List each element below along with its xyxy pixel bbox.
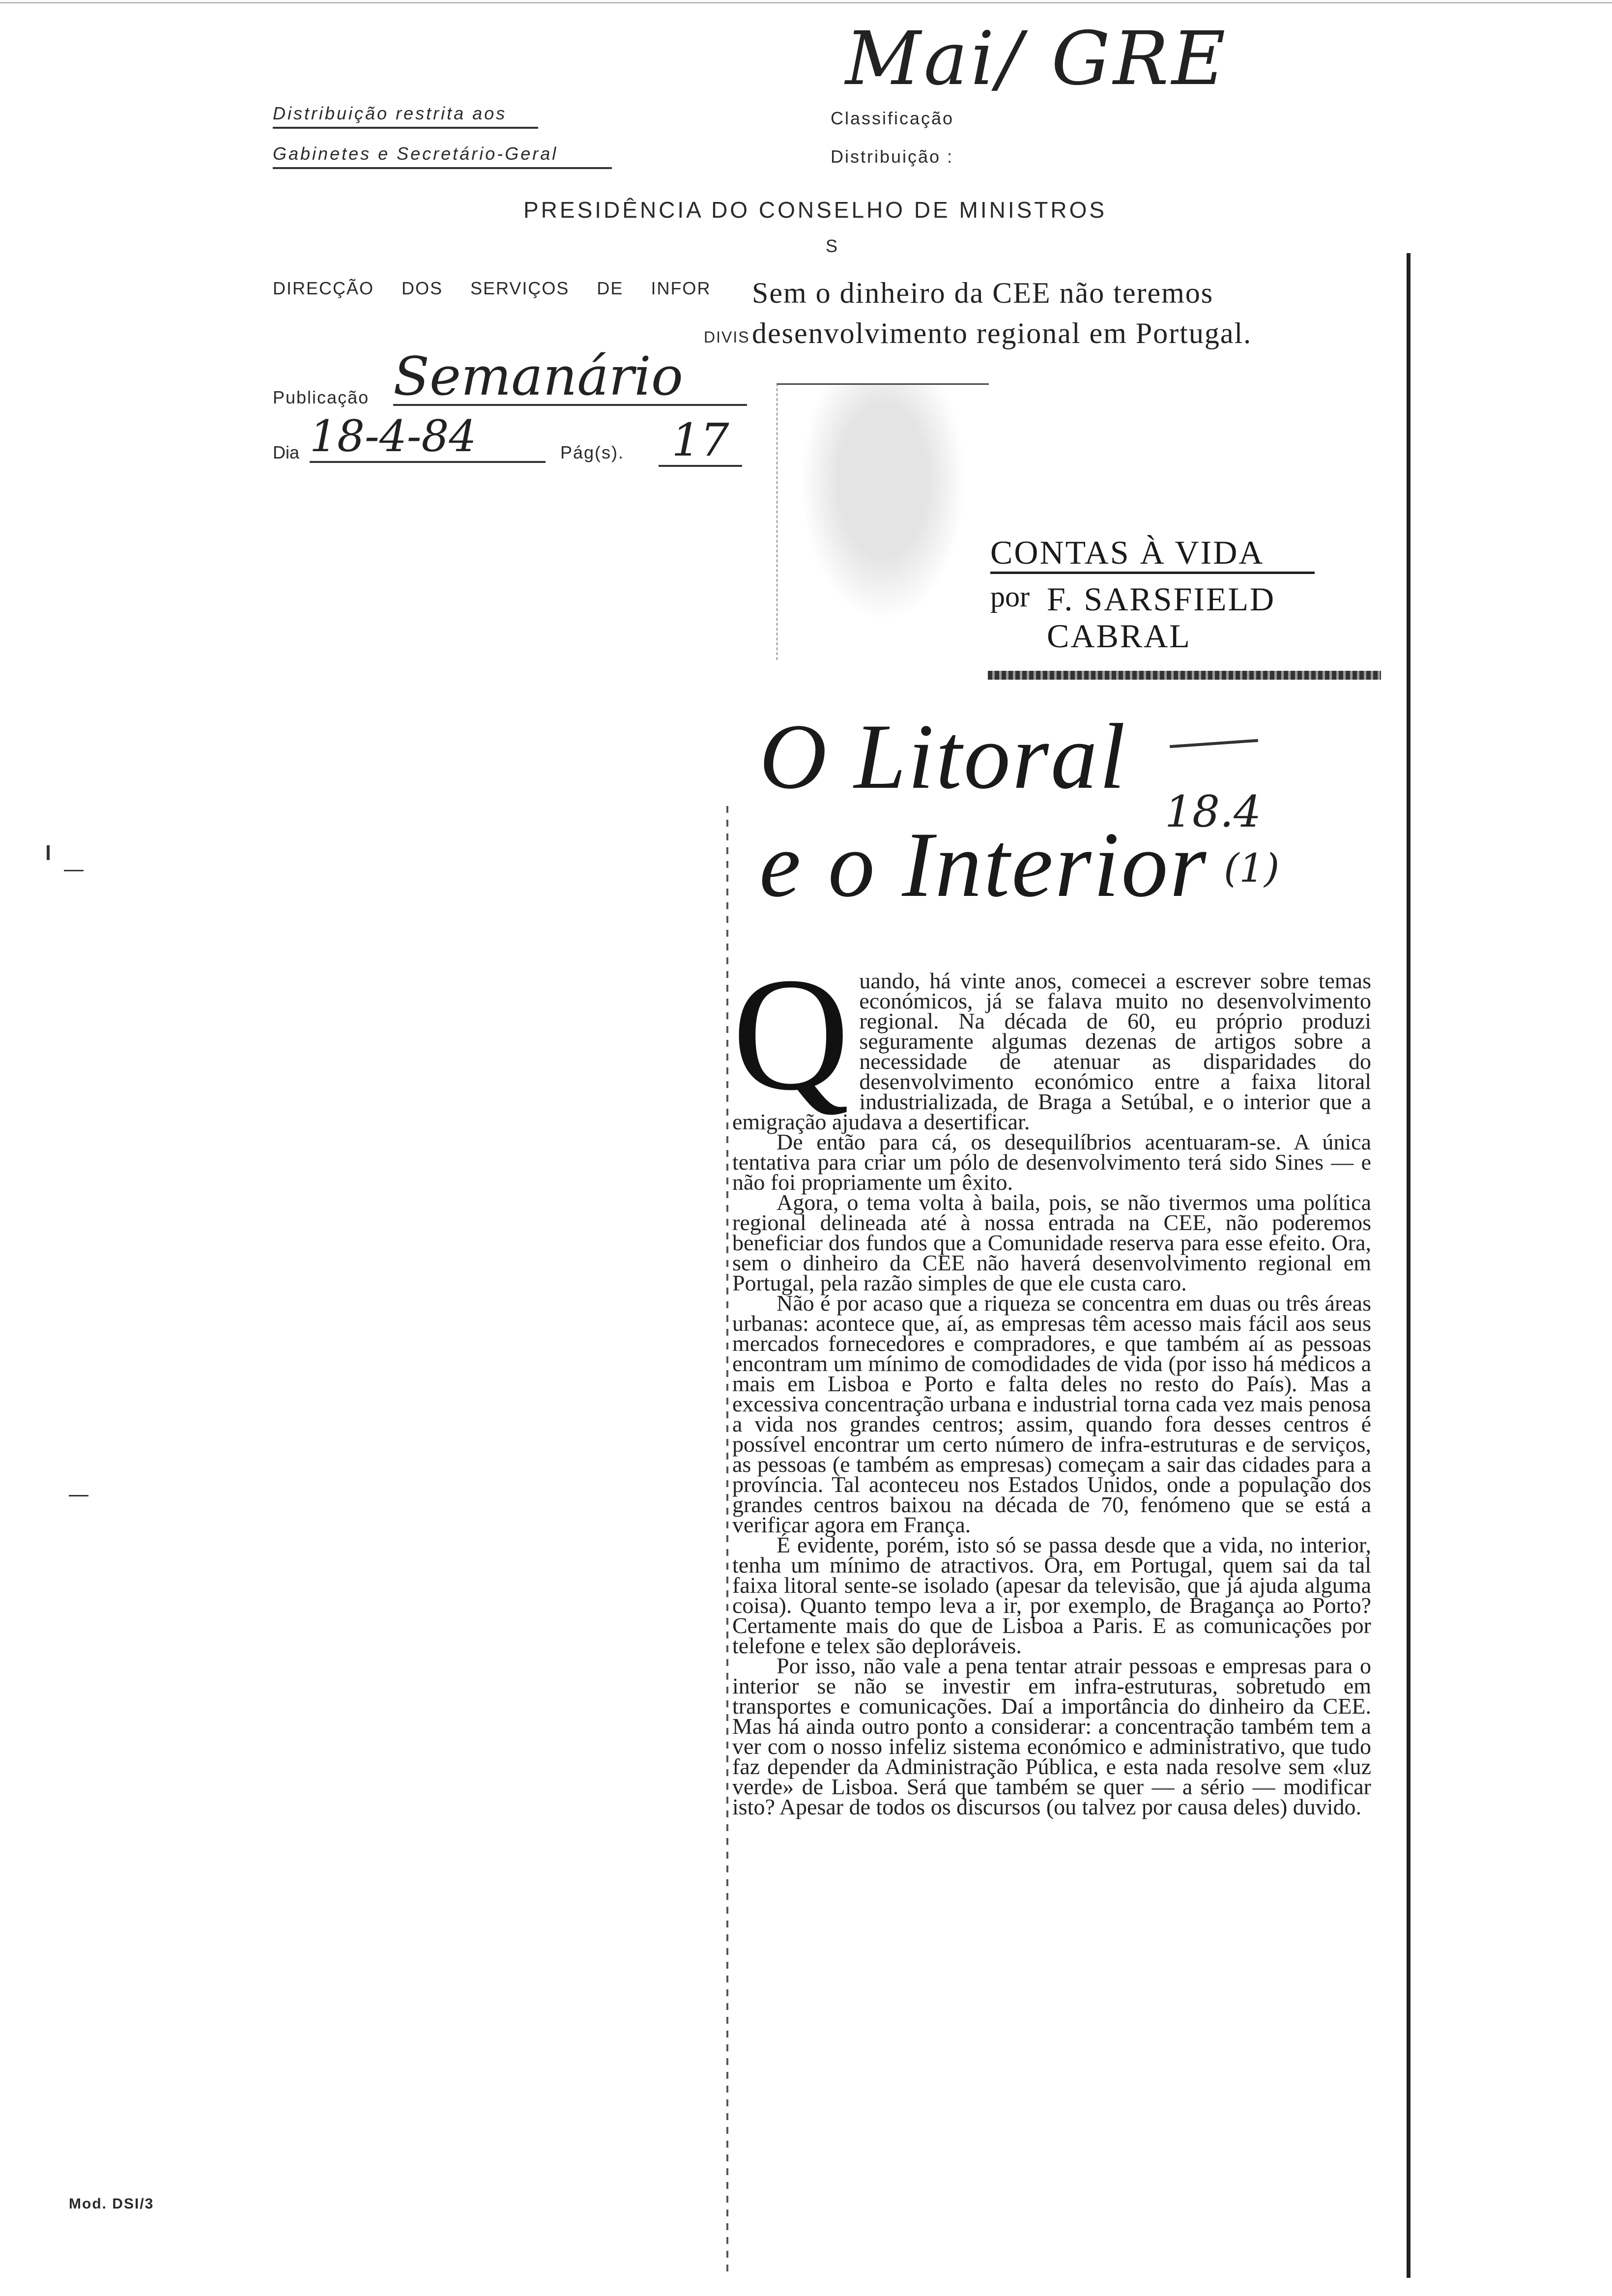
author-name-line2: CABRAL [1047,617,1191,655]
restricted-line-2: Gabinetes e Secretário-Geral [273,144,612,169]
day-label: Dia [273,442,300,462]
publication-label: Publicação [273,387,370,407]
pages-label: Pág(s). [560,442,625,462]
article-paragraph: É evidente, porém, isto só se passa desde que a vida, no interior, tenha um mínimo de atractivos. Ora, em Portugal, quem sai da tal faixa litoral sente-se isolado (apesar da televisão, que já ajuda alguma coisa). Quanto tempo leva a ir, por exemplo, de Bragança ao Porto? Certamente mais do que de Lisboa a Paris. E as comunicações por telefone e telex são deploráveis. [732,1532,1371,1658]
drop-cap: Q [732,945,850,1124]
pages-value: 17 [659,416,742,467]
article-paragraph: Não é por acaso que a riqueza se concentra em duas ou três áreas urbanas: acontece que, aí, as empresas têm acesso mais fácil aos seus mercados fornecedores e compradores, e que também aí as pessoas encontram um mínimo de comodidades de vida (por isso há médicos a mais em Lisboa e Porto e falta deles no resto do País). Mas a excessiva concentração urbana e industrial torna cada vez mais penosa a vida nos grandes centros; assim, quando fora desses centros é possível encontrar um certo número de infra-estruturas e de serviços, as pessoas (e também as empresas) começam a sair das cidades para a província. Tal aconteceu nos Estados Unidos, onde a população dos grandes centros baixou na década de 70, fenómeno que se está a verificar agora em França. [732,1291,1371,1537]
byline-prefix: por [990,580,1030,613]
handwritten-date-note: 18.4 [1165,786,1261,837]
author-name-line1: F. SARSFIELD [1047,580,1276,618]
handwritten-annotation-top: Mai/ GRE [845,16,1229,102]
byline-rule [988,671,1381,680]
ministry-sub: S [826,236,838,256]
form-code: Mod. DSI/3 [69,2196,154,2212]
article-paragraph: De então para cá, os desequilíbrios acentuaram-se. A única tentativa para criar um pólo de desenvolvimento terá sido Sines — e não foi propriamente um êxito. [732,1129,1371,1195]
publication-value: Semanário [393,350,747,406]
ministry-heading: PRESIDÊNCIA DO CONSELHO DE MINISTROS [523,197,1107,223]
article-subtitle: Sem o dinheiro da CEE não teremos desenvolvimento regional em Portugal. [752,277,1252,349]
directorate-label: DIRECÇÃO DOS SERVIÇOS DE INFOR [273,278,711,298]
article-body [732,945,1371,1819]
division-label: DIVIS [704,328,750,346]
column-name: CONTAS À VIDA [990,533,1315,574]
distribution-label: Distribuição : [831,146,954,167]
article-paragraph: Agora, o tema volta à baila, pois, se não tivermos uma política regional delineada até à nossa entrada na CEE, não poderemos beneficiar dos fundos que a Comunidade reserva para esse efeito. Ora, sem o dinheiro da CEE não haverá desenvolvimento regional em Portugal, pela razão simples de que ele custa caro. [732,1190,1371,1295]
margin-mark [47,845,50,860]
margin-mark [64,870,84,871]
article-paragraph: uando, há vinte anos, comecei a escrever sobre temas económicos, já se falava muito no desenvolvimento regional. Na década de 60, eu próprio produzi seguramente algumas dezenas de artigos sobre a necessidade de atenuar as disparidades do desenvolvimento económico entre a faixa litoral industrializada, de Braga a Setúbal, e o interior que a emigração ajudava a desertificar. [732,968,1371,1134]
margin-mark [69,1495,88,1496]
article-title-line2: e o Interior [759,813,1209,917]
day-value: 18-4-84 [310,412,546,463]
clipping-left-border [726,806,728,2275]
handwritten-mark [1170,739,1258,748]
classification-label: Classificação [831,108,954,128]
handwritten-number-note: (1) [1224,845,1280,891]
scan-top-edge [0,2,1612,3]
article-paragraph: Por isso, não vale a pena tentar atrair pessoas e empresas para o interior se não se investir em infra-estruturas, sobretudo em transportes e comunicações. Daí a importância do dinheiro da CEE. Mas há ainda outro ponto a considerar: a concentração também tem a ver com o nosso infeliz sistema económico e administrativo, que tudo faz depender da Administração Pública, e esta nada resolve sem «luz verde» de Lisboa. Será que também se quer — a sério — modificar isto? Apesar de todos os discursos (ou talvez por causa deles) duvido. [732,1653,1371,1819]
restricted-line-1: Distribuição restrita aos [273,103,538,129]
author-photo [777,383,989,660]
article-title-line1: O Litoral [759,705,1127,808]
clipping-right-border [1407,253,1410,2278]
